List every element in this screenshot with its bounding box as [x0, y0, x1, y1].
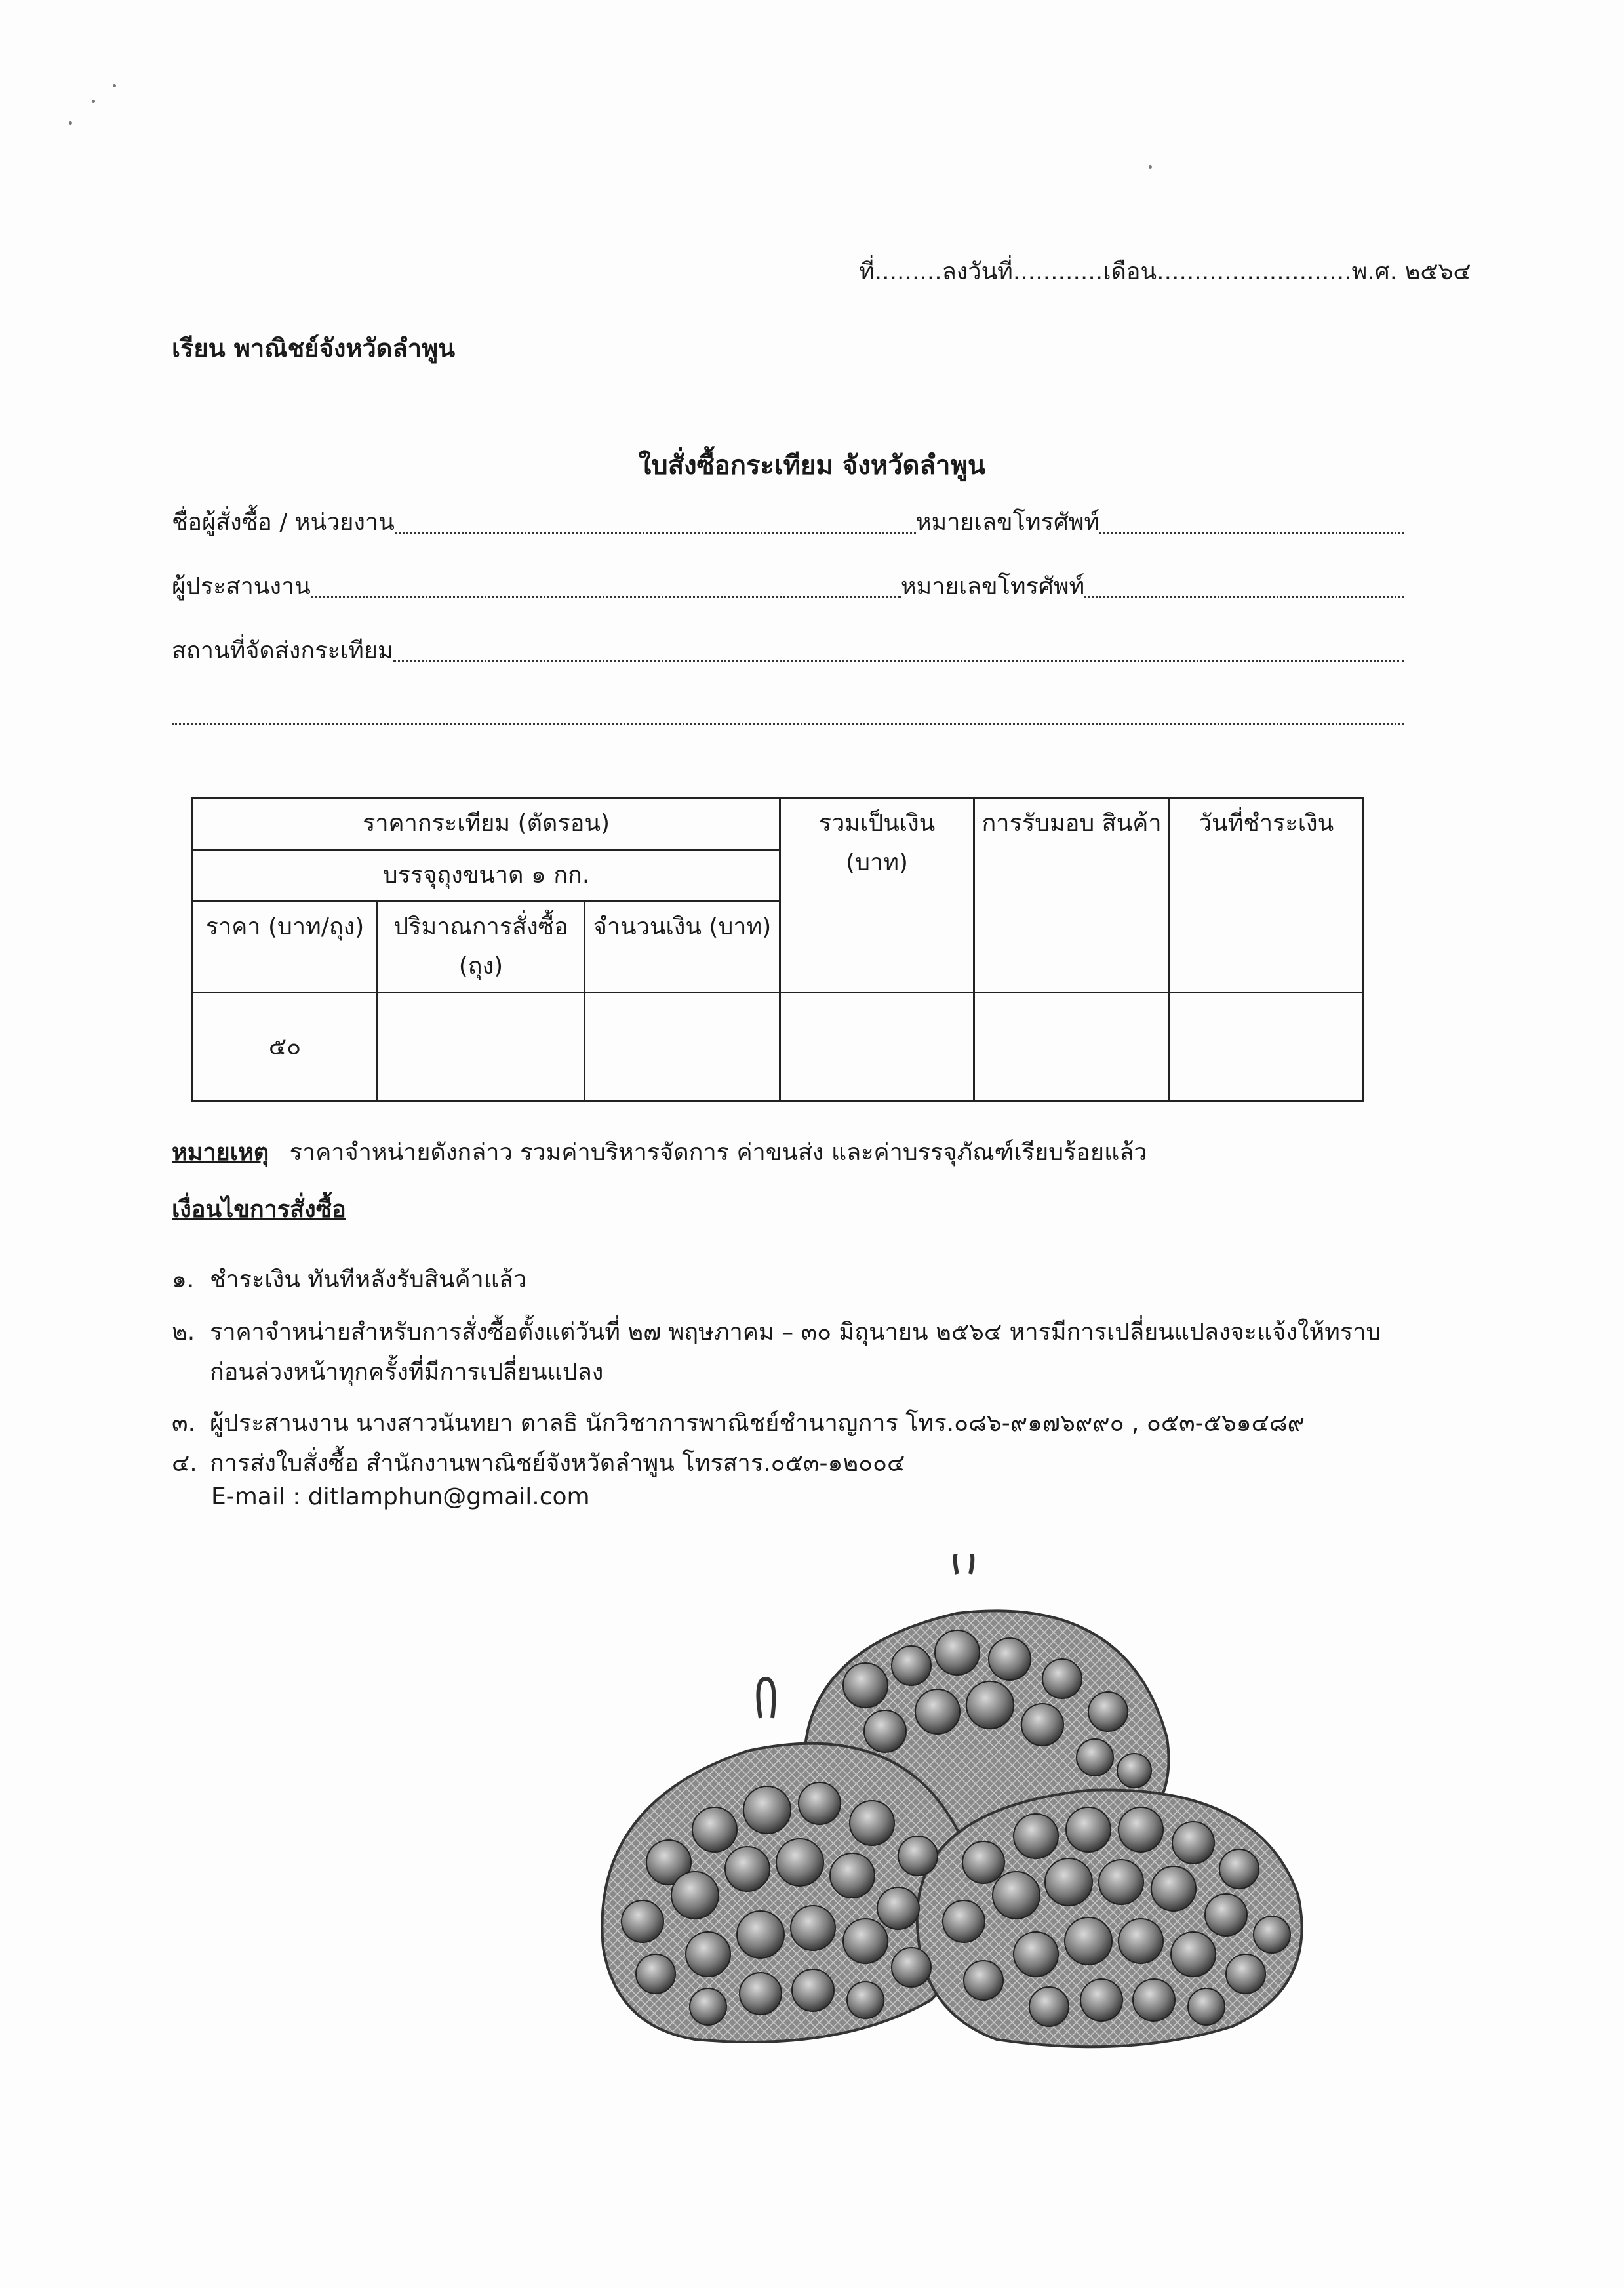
- condition-item: [172, 1444, 905, 1481]
- total-header: รวมเป็นเงิน (บาท): [780, 798, 974, 993]
- condition-text: ราคาจำหน่ายสำหรับการสั่งซื้อตั้งแต่วันที่ ๒๗ พฤษภาคม – ๓๐ มิถุนายน ๒๕๖๔ หารมีการเปลี่ยนแปลงจะแจ้งให้ทราบ: [210, 1319, 1381, 1346]
- scan-speck: [69, 121, 72, 125]
- quantity-header: ปริมาณการสั่งซื้อ (ถุง): [378, 902, 585, 993]
- delivery-header: การรับมอบ สินค้า: [974, 798, 1170, 993]
- scan-speck: [92, 100, 95, 103]
- reference-date-line: ที่.........ลงวันที่............เดือน..........................พ.ศ. ๒๕๖๔: [859, 258, 1471, 285]
- condition-text: ชำระเงิน ทันทีหลังรับสินค้าแล้ว: [210, 1266, 527, 1293]
- condition-number: ๔.: [172, 1450, 197, 1477]
- package-size-header: บรรจุถุงขนาด ๑ กก.: [193, 850, 780, 902]
- note: [172, 1133, 1147, 1171]
- delivery-line: [172, 633, 1404, 669]
- scan-speck: [1149, 165, 1152, 169]
- coordinator-line: [172, 569, 1404, 605]
- phone-field[interactable]: [1099, 532, 1404, 534]
- document-title: ใบสั่งซื้อกระเทียม จังหวัดลำพูน: [638, 451, 986, 481]
- amount-header: จำนวนเงิน (บาท): [585, 902, 780, 993]
- phone-label-2: หมายเลขโทรศัพท์: [900, 573, 1085, 600]
- coordinator-label: ผู้ประสานงาน: [172, 573, 311, 600]
- condition-text: การส่งใบสั่งซื้อ สำนักงานพาณิชย์จังหวัดลำพูน โทรสาร.๐๕๓-๑๒๐๐๔: [210, 1450, 905, 1477]
- delivery-field[interactable]: [393, 660, 1404, 662]
- amount-cell[interactable]: [585, 993, 780, 1102]
- buyer-label: ชื่อผู้สั่งซื้อ / หน่วยงาน: [172, 509, 395, 536]
- condition-item-continued: [172, 1353, 603, 1390]
- condition-text: ผู้ประสานงาน นางสาวนันทยา ตาลธิ นักวิชาการพาณิชย์ชำนาญการ โทร.๐๘๖-๙๑๗๖๙๙๐ , ๐๕๓-๕๖๑๔๘๙: [210, 1410, 1305, 1437]
- conditions-heading: เงื่อนไขการสั่งซื้อ: [172, 1196, 346, 1223]
- price-cell: ๕๐: [193, 993, 378, 1102]
- garlic-net-bags-illustration: [590, 1554, 1311, 2053]
- condition-item: [172, 1404, 1305, 1441]
- contact-email: E-mail : ditlamphun@gmail.com: [211, 1483, 590, 1510]
- condition-item: [172, 1260, 526, 1298]
- phone-label: หมายเลขโทรศัพท์: [915, 509, 1100, 536]
- condition-item: [172, 1313, 1381, 1350]
- total-cell[interactable]: [780, 993, 974, 1102]
- condition-number: ๓.: [172, 1410, 196, 1437]
- condition-number: ๒.: [172, 1319, 195, 1346]
- delivery-label: สถานที่จัดส่งกระเทียม: [172, 637, 393, 664]
- payment-date-header: วันที่ชำระเงิน: [1170, 798, 1363, 993]
- price-group-header: ราคากระเทียม (ตัดรอน): [193, 798, 780, 850]
- scan-speck: [113, 84, 116, 87]
- phone-field-2[interactable]: [1084, 596, 1404, 598]
- buyer-line: [172, 505, 1404, 540]
- coordinator-field[interactable]: [311, 596, 901, 598]
- order-table: [191, 797, 1364, 1102]
- buyer-field[interactable]: [395, 532, 916, 534]
- payment-date-cell[interactable]: [1170, 993, 1363, 1102]
- salutation: เรียน พาณิชย์จังหวัดลำพูน: [172, 334, 456, 363]
- delivery-line-2: [172, 696, 1404, 732]
- quantity-cell[interactable]: [378, 993, 585, 1102]
- price-header: ราคา (บาท/ถุง): [193, 902, 378, 993]
- condition-number: ๑.: [172, 1266, 195, 1293]
- note-label: หมายเหตุ: [172, 1139, 269, 1166]
- condition-text: ก่อนล่วงหน้าทุกครั้งที่มีการเปลี่ยนแปลง: [210, 1359, 604, 1386]
- note-text: ราคาจำหน่ายดังกล่าว รวมค่าบริหารจัดการ ค่าขนส่ง และค่าบรรจุภัณฑ์เรียบร้อยแล้ว: [289, 1139, 1147, 1166]
- delivery-field-2[interactable]: [172, 723, 1404, 725]
- table-row: [193, 993, 1363, 1102]
- delivery-cell[interactable]: [974, 993, 1170, 1102]
